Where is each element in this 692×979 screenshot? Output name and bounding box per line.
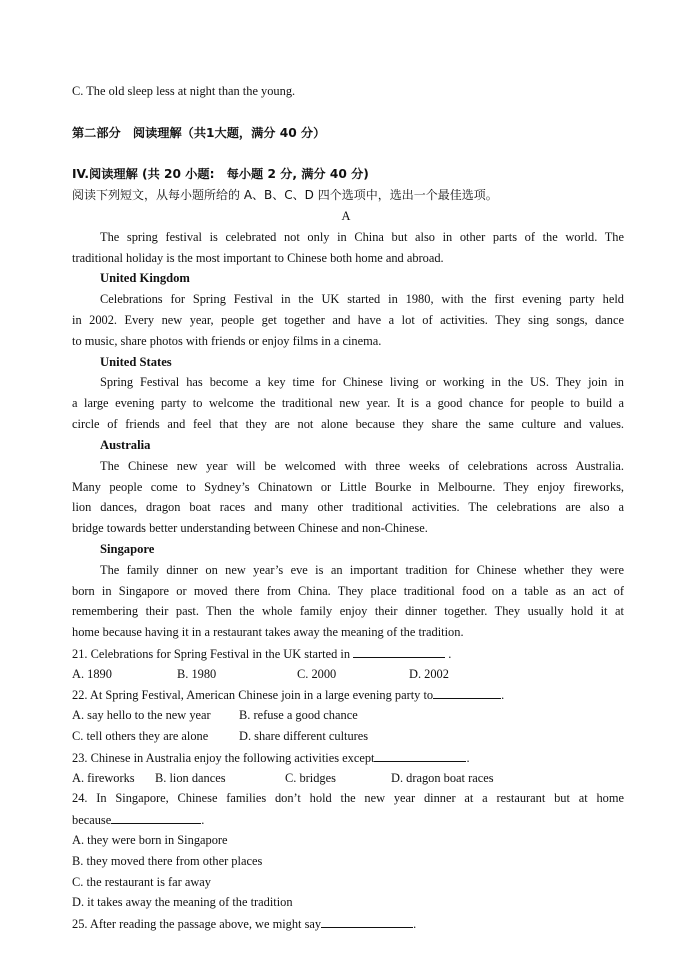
section-heading-uk: United Kingdom [100,271,190,285]
passage-line: The Chinese new year will be welcomed with three weeks of celebrations across Australia. [100,459,624,473]
section-title: 第二部分 阅读理解（共1大题，满分 40 分） [72,126,326,140]
question-stem: 25. After reading the passage above, we might say [72,917,322,931]
question-stem: because [72,813,112,827]
passage-line: home because having it in a restaurant takes away the meaning of the tradition. [72,625,464,639]
question-21 [72,645,624,662]
question-end: . [501,688,505,702]
passage-line: to music, share photos with friends or enjoy films in a cinema. [72,334,382,348]
answer-blank[interactable] [353,645,445,658]
answer-blank[interactable] [374,749,466,762]
question-22 [72,686,624,703]
option-b[interactable]: B. they moved there from other places [72,854,263,868]
question-end: . [413,917,417,931]
option-d[interactable]: D. dragon boat races [391,771,494,785]
intro-line: traditional holiday is the most important to Chinese both home and abroad. [72,251,444,265]
passage-line: Spring Festival has become a key time for Chinese living or working in the US. They join in [100,375,624,389]
option-b[interactable]: B. refuse a good chance [239,708,358,722]
question-end: . [448,647,452,661]
passage-line: The family dinner on new year’s eve is an important tradition for Chinese whether they were [100,563,624,577]
passage-line: a large evening party to welcome the traditional new year. It is a good chance for people to build a [72,396,624,410]
instructions: 阅读下列短文，从每小题所给的 A、B、C、D 四个选项中，选出一个最佳选项。 [72,188,498,202]
passage-line: in 2002. Every new year, people get together and have a lot of activities. They sing songs, dance [72,313,624,327]
question-25 [72,915,624,932]
option-a[interactable]: A. fireworks [72,771,135,785]
option-d[interactable]: D. it takes away the meaning of the tradition [72,895,293,909]
option-b[interactable]: B. lion dances [155,771,226,785]
passage-line: Celebrations for Spring Festival in the UK started in 1980, with the first evening party held [100,292,624,306]
option-c[interactable]: C. the restaurant is far away [72,875,211,889]
passage-line: bridge towards better understanding between Chinese and non-Chinese. [72,521,428,535]
passage-line: lion dances, dragon boat races and many other traditional activities. The celebrations are also a [72,500,624,514]
section-heading-us: United States [100,355,172,369]
passage-label: A [341,209,351,223]
question-stem: 21. Celebrations for Spring Festival in the UK started in [72,647,351,661]
option-b[interactable]: B. 1980 [177,667,217,681]
passage-line: remembering their past. Then the whole family enjoy their dinner together. They usually hold it at [72,604,624,618]
intro-line: The spring festival is celebrated not only in China but also in other parts of the world. The [100,230,624,244]
passage-line: born in Singapore or moved there from China. They place traditional food on a table as an act of [72,584,624,598]
question-24: 24. In Singapore, Chinese families don’t hold the new year dinner at a restaurant but at home [72,791,624,805]
question-24-continued [72,811,624,828]
option-a[interactable]: A. 1890 [72,667,112,681]
question-23 [72,749,624,766]
question-stem: 22. At Spring Festival, American Chinese join in a large evening party to [72,688,434,702]
passage-line: Many people come to Sydney’s Chinatown or Little Bourke in Melbourne. They enjoy fireworks, [72,480,624,494]
answer-blank[interactable] [321,915,413,928]
previous-question-option-c: C. The old sleep less at night than the young. [72,84,296,98]
question-end: . [201,813,205,827]
question-end: . [466,751,470,765]
answer-blank[interactable] [433,686,501,699]
part-title: IV.阅读理解 (共 20 小题: 每小题 2 分, 满分 40 分) [72,167,369,181]
option-a[interactable]: A. they were born in Singapore [72,833,228,847]
question-stem: 23. Chinese in Australia enjoy the following activities except [72,751,375,765]
option-c[interactable]: C. tell others they are alone [72,729,209,743]
passage-line: circle of friends and feel that they are not alone because they share the same culture and values. [72,417,624,431]
answer-blank[interactable] [111,811,201,824]
option-d[interactable]: D. share different cultures [239,729,369,743]
section-heading-singapore: Singapore [100,542,155,556]
option-d[interactable]: D. 2002 [409,667,449,681]
option-c[interactable]: C. 2000 [297,667,337,681]
section-heading-australia: Australia [100,438,151,452]
option-a[interactable]: A. say hello to the new year [72,708,211,722]
option-c[interactable]: C. bridges [285,771,336,785]
